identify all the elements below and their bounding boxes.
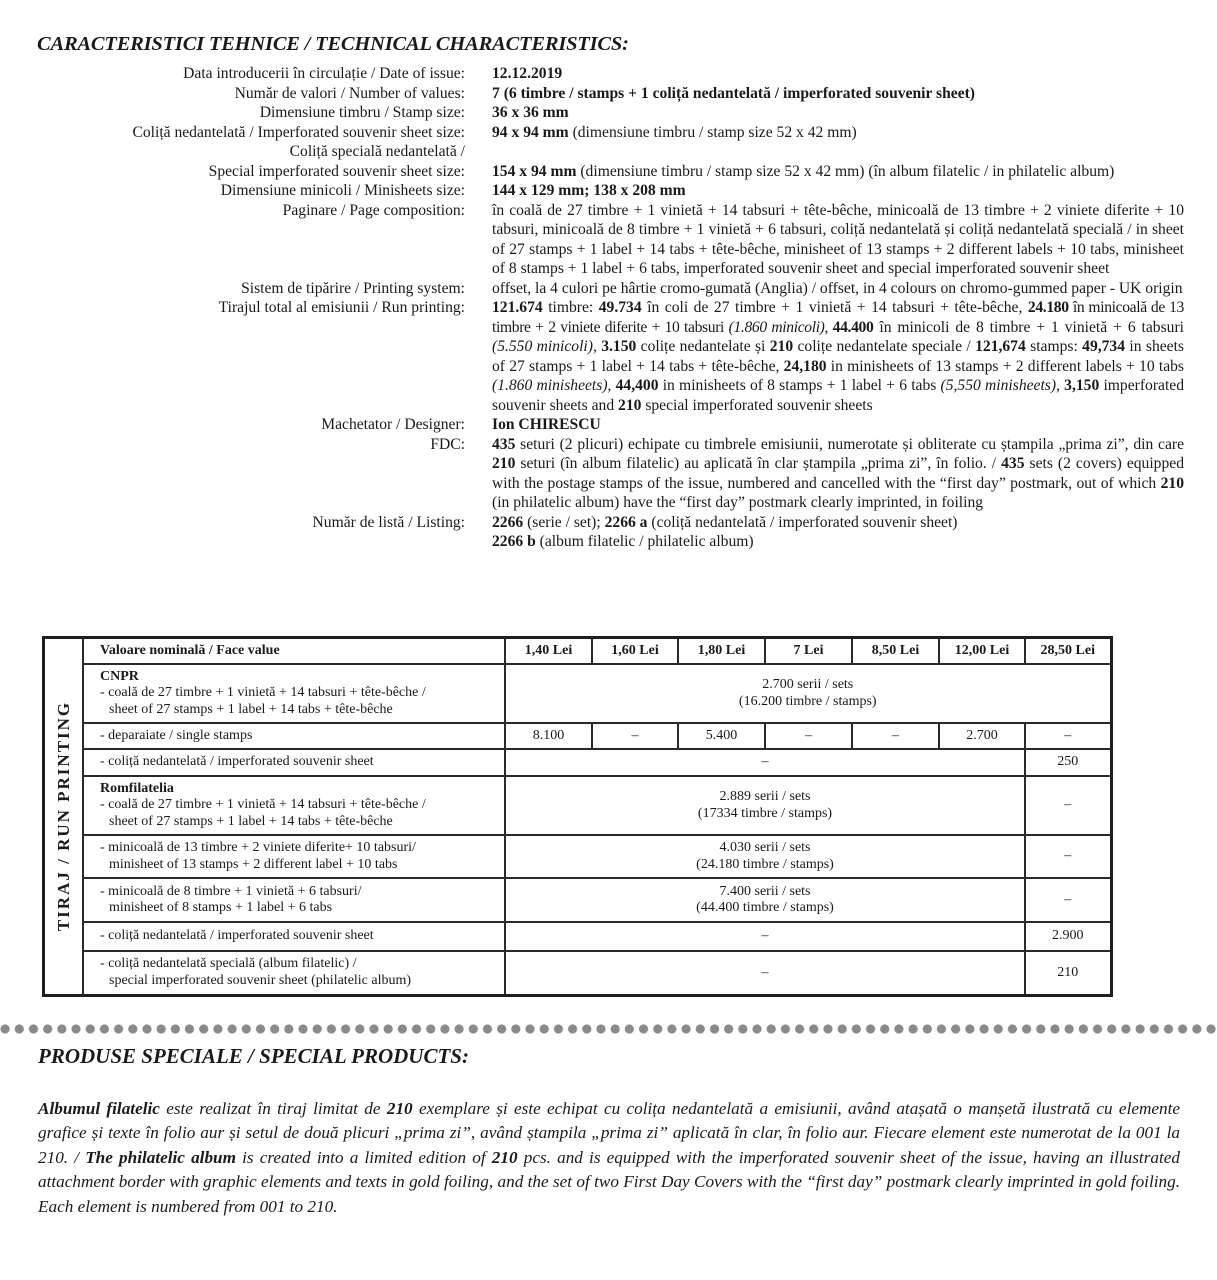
row-description: Romfilatelia - coală de 27 timbre + 1 vinietă + 14 tabsuri + tête-bêche / sheet of 27 stamps + 1 label + 14 tabs + tête-bêche	[83, 776, 505, 835]
spec-label: Sistem de tipărire / Printing system:	[241, 279, 465, 297]
row-description: CNPR - coală de 27 timbre + 1 vinietă + 14 tabsuri + tête-bêche / sheet of 27 stamps + 1 label + 14 tabs + tête-bêche	[83, 664, 505, 723]
row-value: –	[1025, 835, 1111, 878]
row-value: –	[765, 723, 852, 749]
row-value: –	[505, 951, 1025, 995]
spec-label: Dimensiune minicoli / Minisheets size:	[220, 182, 465, 199]
column-header: 12,00 Lei	[939, 638, 1025, 665]
row-description: - coliță nedantelată specială (album filatelic) / special imperforated souvenir sheet (philatelic album)	[83, 951, 505, 995]
table-row	[44, 835, 1112, 878]
spec-special-sheet-size	[0, 142, 1217, 181]
table-row	[44, 922, 1112, 951]
row-description: - deparaiate / single stamps	[83, 723, 505, 749]
spec-value: în coală de 27 timbre + 1 vinietă + 14 tabsuri + tête-bêche, minicoală de 13 timbre + 2 viniete diferite + 10 tabsuri, minicoală de 8 timbre + 1 vinietă + 6 tabsuri, coliță nedantelată și coliță nedantelată specială / in sheet of 27 stamps + 1 label + 14 tabs + tête-bêche, minisheet of 13 stamps + 2 different labels + 10 tabs, minisheet of 8 stamps + 1 label + 6 tabs, imperforated souvenir sheet and special imperforated souvenir sheet	[492, 201, 1184, 277]
row-value: 2.700	[939, 723, 1025, 749]
spec-date-of-issue	[0, 64, 1217, 84]
column-header: 7 Lei	[765, 638, 852, 665]
column-header: 1,80 Lei	[678, 638, 765, 665]
row-value: 7.400 serii / sets (44.400 timbre / stamps)	[505, 878, 1025, 922]
spec-stamp-size	[0, 103, 1217, 123]
spec-label: Coliță nedantelată / Imperforated souvenir sheet size:	[132, 123, 465, 141]
spec-page-composition	[0, 201, 1217, 279]
row-value: 8.100	[505, 723, 592, 749]
table-row	[44, 951, 1112, 995]
row-value: 4.030 serii / sets (24.180 timbre / stamps)	[505, 835, 1025, 878]
spec-label: FDC:	[430, 435, 465, 453]
spec-run-printing	[0, 298, 1217, 415]
technical-specs	[0, 64, 1217, 552]
spec-souvenir-sheet-size	[0, 123, 1217, 143]
spec-value: 435 seturi (2 plicuri) echipate cu timbrele emisiunii, numerotate și obliterate cu ștampila „prima zi”, din care 210 seturi (în album filatelic) au aplicată în clar ștampila „prima zi”, în folio. / 435 sets (2 covers) equipped with the postage stamps of the issue, numbered and cancelled with the “first day” postmark, out of which 210 (in philatelic album) have the “first day” postmark clearly imprinted, in foiling	[492, 435, 1184, 511]
spec-label: Machetator / Designer:	[321, 416, 465, 433]
table-row	[44, 878, 1112, 922]
spec-fdc	[0, 435, 1217, 513]
row-description: - minicoală de 8 timbre + 1 vinietă + 6 tabsuri/ minisheet of 8 stamps + 1 label + 6 tabs	[83, 878, 505, 922]
spec-value: 2266 (serie / set); 2266 a (coliță nedantelată / imperforated souvenir sheet) 2266 b (album filatelic / philatelic album)	[492, 513, 958, 550]
spec-value: 94 x 94 mm (dimensiune timbru / stamp size 52 x 42 mm)	[492, 123, 857, 141]
row-value: –	[505, 922, 1025, 951]
row-value: 2.900	[1025, 922, 1111, 951]
row-value: –	[1025, 776, 1111, 835]
technical-characteristics-heading: CARACTERISTICI TEHNICE / TECHNICAL CHARACTERISTICS:	[37, 33, 629, 55]
row-value: 210	[1025, 951, 1111, 995]
row-description: - minicoală de 13 timbre + 2 viniete diferite+ 10 tabsuri/ minisheet of 13 stamps + 2 different label + 10 tabs	[83, 835, 505, 878]
run-printing-table	[42, 636, 1113, 997]
special-products-paragraph: Albumul filatelic este realizat în tiraj limitat de 210 exemplare și este echipat cu colița nedantelată a emisiunii, având atașată o manșetă ilustrată cu elemente grafice și texte în folio aur și setul de două plicuri „prima zi”, având ștampila „prima zi” aplicată în clar, în folio aur. Fiecare element este numerotat de la 001 la 210. / The philatelic album is created into a limited edition of 210 pcs. and is equipped with the imperforated souvenir sheet of the issue, having an illustrated attachment border with graphic elements and texts in gold foiling, and the set of two First Day Covers with the “first day” postmark clearly imprinted in gold foiling. Each element is numbered from 001 to 210.	[38, 1099, 1181, 1216]
spec-label: Dimensiune timbru / Stamp size:	[259, 104, 465, 121]
row-value: 2.700 serii / sets (16.200 timbre / stamps)	[505, 664, 1111, 723]
spec-label: Paginare / Page composition:	[282, 201, 465, 219]
spec-label: Data introducerii în circulație / Date of issue:	[183, 65, 465, 82]
spec-value: 12.12.2019	[492, 65, 563, 82]
row-value: –	[852, 723, 939, 749]
side-label: TIRAJ / RUN PRINTING	[53, 701, 73, 932]
table-header-row	[44, 638, 1112, 665]
spec-value: 154 x 94 mm (dimensiune timbru / stamp size 52 x 42 mm) (în album filatelic / in philatelic album)	[492, 162, 1115, 180]
row-value: –	[505, 749, 1025, 776]
spec-label: Tirajul total al emisiunii / Run printing:	[218, 299, 465, 316]
column-header: 1,60 Lei	[592, 638, 678, 665]
dotted-separator	[0, 1022, 1217, 1036]
table-row	[44, 664, 1112, 723]
spec-label: Număr de listă / Listing:	[312, 513, 465, 531]
column-header: 8,50 Lei	[852, 638, 939, 665]
side-label-cell	[44, 638, 84, 996]
table-row	[44, 723, 1112, 749]
spec-label: Număr de valori / Number of values:	[234, 84, 465, 102]
row-value: –	[592, 723, 678, 749]
spec-designer	[0, 415, 1217, 435]
row-value: –	[1025, 723, 1111, 749]
row-value: 250	[1025, 749, 1111, 776]
table-row	[44, 776, 1112, 835]
spec-minisheets-size	[0, 181, 1217, 201]
spec-value: 36 x 36 mm	[492, 104, 569, 121]
row-value: 5.400	[678, 723, 765, 749]
spec-value: 121.674 timbre: 49.734 în coli de 27 timbre + 1 vinietă + 14 tabsuri + tête-bêche, 24.180 în minicoală de 13 timbre + 2 viniete diferite + 10 tabsuri (1.860 minicoli), 44.400 în minicoli de 8 timbre + 1 vinietă + 6 tabsuri (5.550 minicoli), 3.150 colițe nedantelate și 210 colițe nedantelate speciale / 121,674 stamps: 49,734 in sheets of 27 stamps + 1 label + 14 tabs + tête-bêche, 24,180 in minisheets of 13 stamps + 2 different labels + 10 tabs (1.860 minisheets), 44,400 in minisheets of 8 stamps + 1 label + 6 tabs (5,550 minisheets), 3,150 imperforated souvenir sheets and 210 special imperforated souvenir sheets	[492, 299, 1185, 414]
spec-value: 144 x 129 mm; 138 x 208 mm	[492, 182, 686, 199]
spec-value: offset, la 4 culori pe hârtie cromo-gumată (Anglia) / offset, in 4 colours on chromo-gummed paper - UK origin	[492, 279, 1183, 297]
spec-printing-system	[0, 279, 1217, 299]
row-value: 2.889 serii / sets (17334 timbre / stamps)	[505, 776, 1025, 835]
spec-label: Coliță specială nedantelată / Special imperforated souvenir sheet size:	[208, 143, 465, 180]
table-row	[44, 749, 1112, 776]
special-products-heading: PRODUSE SPECIALE / SPECIAL PRODUCTS:	[38, 1044, 469, 1068]
face-value-header: Valoare nominală / Face value	[83, 638, 505, 665]
row-description: - coliță nedantelată / imperforated souvenir sheet	[83, 922, 505, 951]
row-description: - coliță nedantelată / imperforated souvenir sheet	[83, 749, 505, 776]
column-header: 1,40 Lei	[505, 638, 592, 665]
spec-value: Ion CHIRESCU	[492, 416, 601, 433]
spec-number-of-values	[0, 84, 1217, 104]
spec-value: 7 (6 timbre / stamps + 1 coliță nedantelată / imperforated souvenir sheet)	[492, 84, 975, 102]
spec-listing	[0, 513, 1217, 552]
row-value: –	[1025, 878, 1111, 922]
column-header: 28,50 Lei	[1025, 638, 1111, 665]
